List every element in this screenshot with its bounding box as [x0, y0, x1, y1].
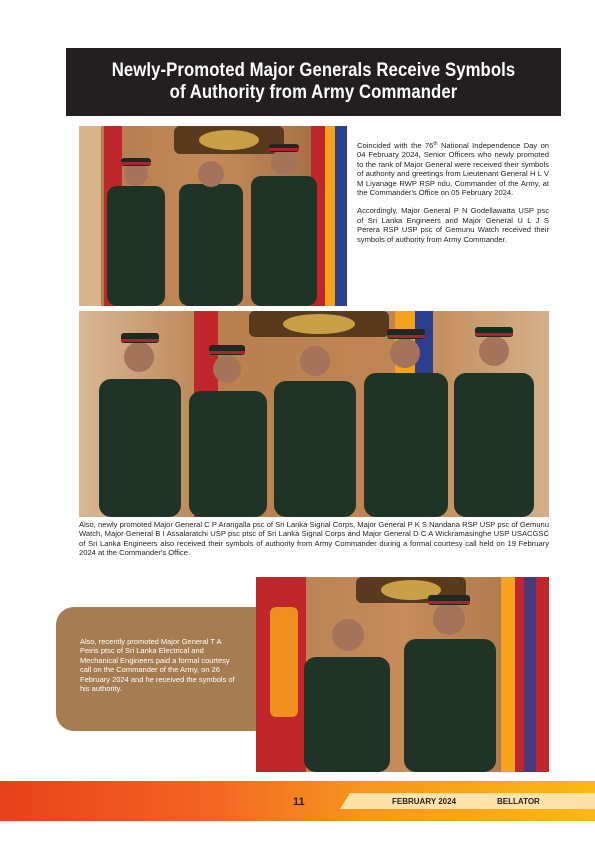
page-title: Newly-Promoted Major Generals Receive Symbols of Authority from Army Commander — [111, 60, 516, 103]
photo-five-officers — [79, 311, 549, 517]
paragraph-accordingly: Accordingly, Major General P N Godellawatta USP psc of Sri Lanka Engineers and Major General U L J S Perera RSP USP psc of Gemunu Watch received their symbols of authority from Army Commander. — [357, 206, 549, 244]
paragraph-intro: Coincided with the 76th National Independence Day on 04 February 2024, Senior Officers who newly promoted to the rank of Major General were received their symbols of authority and greetings from Lieutenant General H L V M Liyanage RWP RSP ndu, Commander of the Army, at the Commander's Office on 05 February 2024. — [357, 141, 550, 198]
issue-date: FEBRUARY 2024 — [392, 797, 457, 806]
paragraph-third-group: Also, recently promoted Major General T A Peiris ptsc of Sri Lanka Electrical and Mechanical Engineers paid a formal courtesy call on the Commander of the Army, on 26 February 2024 and he received the symbols of his authority. — [80, 637, 235, 694]
page-number: 11 — [293, 796, 305, 808]
title-banner — [66, 48, 561, 116]
caption-box — [56, 607, 258, 731]
paragraph-second-group: Also, newly promoted Major General C P Arangalla psc of Sri Lanka Signal Corps, Major General P K S Nandana RSP USP psc of Gemunu Watch, Major General B I Assalaratchi USP psc ptsc of Sri Lanka Signal Corps and Major General D C A Wickramasinghe USP USACGSC of Sri Lanka Engineers also received their symbols of authority from Army Commander during a formal courtesy call held on 19 February 2024 at the Commander's Office. — [79, 520, 549, 558]
photo-three-officers — [79, 126, 347, 306]
photo-two-officers — [256, 577, 549, 772]
intro-text — [357, 141, 549, 253]
magazine-name: BELLATOR — [497, 797, 540, 806]
